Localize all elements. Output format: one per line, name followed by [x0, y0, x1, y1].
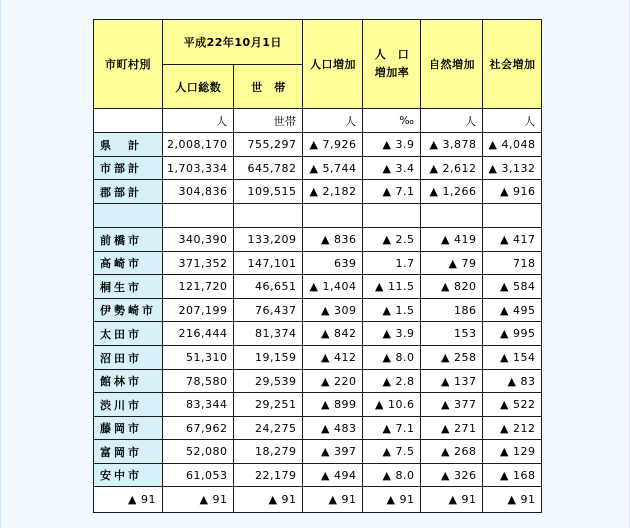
value-cell: ▲ 2,182: [303, 180, 363, 204]
value-cell: 304,836: [163, 180, 234, 204]
value-cell: 755,297: [234, 133, 303, 157]
table-row: [94, 275, 542, 299]
value-cell: ▲ 91: [234, 487, 303, 513]
value-cell: ▲ 842: [303, 322, 363, 346]
value-cell: ▲ 2.8: [363, 370, 421, 393]
value-cell: 76,437: [234, 299, 303, 322]
value-cell: 29,251: [234, 393, 303, 417]
value-cell: ▲ 417: [483, 228, 542, 252]
value-cell: ▲ 8.0: [363, 464, 421, 487]
value-cell: ▲ 326: [421, 464, 483, 487]
population-table: [93, 19, 542, 513]
row-name-cell: 前橋市: [94, 228, 163, 252]
row-name-cell: 安中市: [94, 464, 163, 487]
value-cell: 207,199: [163, 299, 234, 322]
value-cell: [363, 204, 421, 228]
value-cell: ▲ 268: [421, 440, 483, 464]
value-cell: ▲ 377: [421, 393, 483, 417]
value-cell: 718: [483, 252, 542, 275]
value-cell: ▲ 10.6: [363, 393, 421, 417]
value-cell: 147,101: [234, 252, 303, 275]
value-cell: ▲ 91: [483, 487, 542, 513]
table-row: [94, 204, 542, 228]
header-name-col: 市町村別: [94, 20, 163, 109]
value-cell: 121,720: [163, 275, 234, 299]
value-cell: ▲ 522: [483, 393, 542, 417]
header-natural-increase: 自然増加: [421, 20, 483, 109]
value-cell: [483, 204, 542, 228]
value-cell: 52,080: [163, 440, 234, 464]
value-cell: ▲ 7.1: [363, 417, 421, 440]
value-cell: ▲ 4,048: [483, 133, 542, 157]
value-cell: 645,782: [234, 157, 303, 180]
value-cell: [303, 204, 363, 228]
value-cell: ▲ 220: [303, 370, 363, 393]
unit-cell: ‰: [363, 109, 421, 133]
unit-cell: 人: [483, 109, 542, 133]
value-cell: ▲ 258: [421, 346, 483, 370]
value-cell: ▲ 495: [483, 299, 542, 322]
value-cell: ▲ 3.4: [363, 157, 421, 180]
value-cell: [421, 204, 483, 228]
value-cell: ▲ 129: [483, 440, 542, 464]
value-cell: ▲ 5,744: [303, 157, 363, 180]
value-cell: 61,053: [163, 464, 234, 487]
value-cell: ▲ 995: [483, 322, 542, 346]
value-cell: 1,703,334: [163, 157, 234, 180]
table-row: [94, 487, 542, 513]
header-rate-line2: 増加率: [374, 66, 410, 79]
value-cell: 46,651: [234, 275, 303, 299]
header-social-increase: 社会増加: [483, 20, 542, 109]
value-cell: [234, 204, 303, 228]
row-name-cell: 高崎市: [94, 252, 163, 275]
row-name-cell: 太田市: [94, 322, 163, 346]
row-name-cell: 桐生市: [94, 275, 163, 299]
value-cell: ▲ 820: [421, 275, 483, 299]
table-row: [94, 440, 542, 464]
value-cell: 2,008,170: [163, 133, 234, 157]
value-cell: 51,310: [163, 346, 234, 370]
value-cell: ▲ 7.1: [363, 180, 421, 204]
row-name-cell: 伊勢崎市: [94, 299, 163, 322]
table-row: [94, 180, 542, 204]
value-cell: 24,275: [234, 417, 303, 440]
row-name-cell: ▲ 91: [94, 487, 163, 513]
header-pop-increase: 人口増加: [303, 20, 363, 109]
value-cell: 340,390: [163, 228, 234, 252]
value-cell: ▲ 271: [421, 417, 483, 440]
value-cell: ▲ 1.5: [363, 299, 421, 322]
value-cell: ▲ 91: [421, 487, 483, 513]
row-name-cell: 県 計: [94, 133, 163, 157]
value-cell: 639: [303, 252, 363, 275]
units-blank-cell: [94, 109, 163, 133]
table-row: [94, 252, 542, 275]
value-cell: 18,279: [234, 440, 303, 464]
units-row: [94, 109, 542, 133]
table-row: [94, 346, 542, 370]
value-cell: 22,179: [234, 464, 303, 487]
table-row: [94, 133, 542, 157]
value-cell: ▲ 3.9: [363, 322, 421, 346]
value-cell: ▲ 154: [483, 346, 542, 370]
value-cell: ▲ 836: [303, 228, 363, 252]
value-cell: ▲ 412: [303, 346, 363, 370]
value-cell: ▲ 1,404: [303, 275, 363, 299]
unit-cell: 人: [163, 109, 234, 133]
value-cell: ▲ 584: [483, 275, 542, 299]
value-cell: 109,515: [234, 180, 303, 204]
value-cell: ▲ 916: [483, 180, 542, 204]
value-cell: ▲ 83: [483, 370, 542, 393]
value-cell: ▲ 91: [163, 487, 234, 513]
value-cell: ▲ 7.5: [363, 440, 421, 464]
value-cell: ▲ 212: [483, 417, 542, 440]
value-cell: ▲ 2,612: [421, 157, 483, 180]
value-cell: 153: [421, 322, 483, 346]
value-cell: ▲ 1,266: [421, 180, 483, 204]
value-cell: ▲ 3,878: [421, 133, 483, 157]
table-row: [94, 157, 542, 180]
header-rate-line1: 人 口: [374, 48, 410, 61]
value-cell: 186: [421, 299, 483, 322]
row-name-cell: 市部計: [94, 157, 163, 180]
row-name-cell: 館林市: [94, 370, 163, 393]
value-cell: ▲ 3.9: [363, 133, 421, 157]
row-name-cell: 郡部計: [94, 180, 163, 204]
table-row: [94, 464, 542, 487]
value-cell: 81,374: [234, 322, 303, 346]
row-name-cell: 藤岡市: [94, 417, 163, 440]
value-cell: ▲ 79: [421, 252, 483, 275]
value-cell: ▲ 899: [303, 393, 363, 417]
value-cell: 133,209: [234, 228, 303, 252]
row-name-cell: [94, 204, 163, 228]
row-name-cell: 富岡市: [94, 440, 163, 464]
header-total-pop: 人口総数: [163, 65, 234, 109]
value-cell: ▲ 3,132: [483, 157, 542, 180]
header-households: 世 帯: [234, 65, 303, 109]
value-cell: ▲ 397: [303, 440, 363, 464]
value-cell: ▲ 483: [303, 417, 363, 440]
table-row: [94, 322, 542, 346]
value-cell: 1.7: [363, 252, 421, 275]
value-cell: [163, 204, 234, 228]
value-cell: 29,539: [234, 370, 303, 393]
row-name-cell: 渋川市: [94, 393, 163, 417]
header-rate: [363, 20, 421, 109]
unit-cell: 世帯: [234, 109, 303, 133]
value-cell: ▲ 419: [421, 228, 483, 252]
value-cell: 78,580: [163, 370, 234, 393]
table-row: [94, 370, 542, 393]
table-row: [94, 228, 542, 252]
value-cell: ▲ 7,926: [303, 133, 363, 157]
table-row: [94, 417, 542, 440]
value-cell: 67,962: [163, 417, 234, 440]
value-cell: ▲ 309: [303, 299, 363, 322]
value-cell: ▲ 137: [421, 370, 483, 393]
value-cell: 371,352: [163, 252, 234, 275]
unit-cell: 人: [303, 109, 363, 133]
value-cell: 216,444: [163, 322, 234, 346]
value-cell: ▲ 168: [483, 464, 542, 487]
value-cell: 19,159: [234, 346, 303, 370]
unit-cell: 人: [421, 109, 483, 133]
value-cell: ▲ 494: [303, 464, 363, 487]
value-cell: 83,344: [163, 393, 234, 417]
value-cell: ▲ 8.0: [363, 346, 421, 370]
table-row: [94, 299, 542, 322]
header-date-group: 平成22年10月1日: [163, 20, 303, 65]
table-row: [94, 393, 542, 417]
value-cell: ▲ 2.5: [363, 228, 421, 252]
value-cell: ▲ 91: [363, 487, 421, 513]
value-cell: ▲ 91: [303, 487, 363, 513]
value-cell: ▲ 11.5: [363, 275, 421, 299]
row-name-cell: 沼田市: [94, 346, 163, 370]
